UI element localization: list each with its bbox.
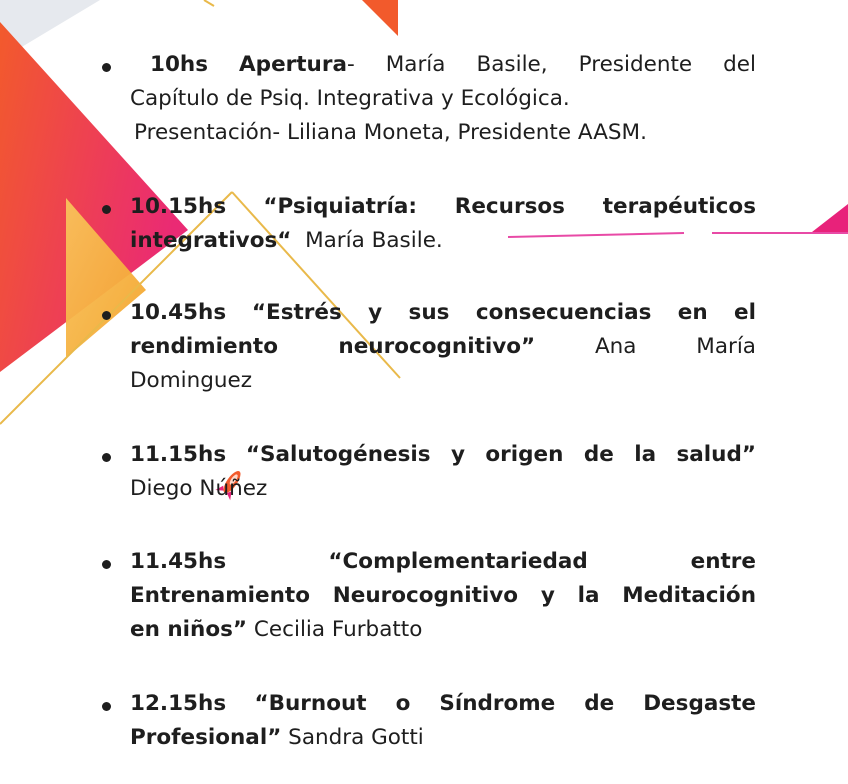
item-title: “Complementariedad entre — [328, 549, 756, 574]
item-line — [130, 545, 756, 579]
bullet — [102, 63, 111, 72]
item-line — [130, 687, 756, 721]
item-title: en niños” — [130, 617, 248, 642]
bullet — [102, 205, 111, 214]
item-line — [130, 721, 756, 755]
item-speaker: María Basile. — [305, 228, 443, 253]
item-title: Entrenamiento Neurocognitivo y la Meditación — [130, 583, 756, 608]
item-speaker: Ana María — [594, 334, 756, 359]
item-title: “Estrés y sus consecuencias en el — [251, 300, 756, 325]
item-line — [130, 330, 756, 364]
item-line — [130, 579, 756, 613]
item-title: rendimiento neurocognitivo” — [130, 334, 536, 359]
item-title: integrativos“ — [130, 228, 292, 253]
item-title: “Burnout o Síndrome de Desgaste — [254, 691, 756, 716]
item-line — [130, 82, 756, 116]
item-line — [130, 190, 756, 224]
item-line — [130, 438, 756, 472]
item-speaker: Diego Núñez — [130, 476, 268, 501]
item-title: Apertura — [239, 52, 347, 77]
bullet — [102, 453, 111, 462]
item-line — [134, 116, 760, 150]
item-speaker: Sandra Gotti — [288, 725, 424, 750]
item-title: “Salutogénesis y origen de la salud” — [245, 442, 756, 467]
item-line — [130, 224, 756, 258]
item-text: Capítulo de Psiq. Integrativa y Ecológica. — [130, 86, 570, 111]
item-text: María Basile, Presidente del — [354, 52, 756, 77]
item-speaker: Dominguez — [130, 368, 253, 393]
item-time: 11.15hs — [130, 442, 227, 467]
item-line — [130, 472, 756, 506]
item-speaker: Cecilia Furbatto — [253, 617, 423, 642]
gold-line — [204, 0, 214, 6]
bullet — [102, 702, 111, 711]
item-time: 11.45hs — [130, 549, 227, 574]
item-separator: - — [346, 52, 355, 77]
item-line — [130, 296, 756, 330]
bullet — [102, 311, 111, 320]
item-time: 10.15hs — [130, 194, 227, 219]
corner-triangle-shape — [362, 0, 398, 36]
item-time: 10.45hs — [130, 300, 227, 325]
item-line — [130, 48, 756, 82]
item-line — [130, 613, 756, 647]
item-line — [130, 364, 756, 398]
item-time: 12.15hs — [130, 691, 227, 716]
bullet — [102, 560, 111, 569]
item-title: “Psiquiatría: Recursos terapéuticos — [263, 194, 756, 219]
item-time: 10hs — [150, 52, 209, 77]
item-text: Presentación- Liliana Moneta, Presidente AASM. — [134, 120, 647, 145]
pink-small-triangle-shape — [812, 204, 848, 232]
item-title: Profesional” — [130, 725, 282, 750]
